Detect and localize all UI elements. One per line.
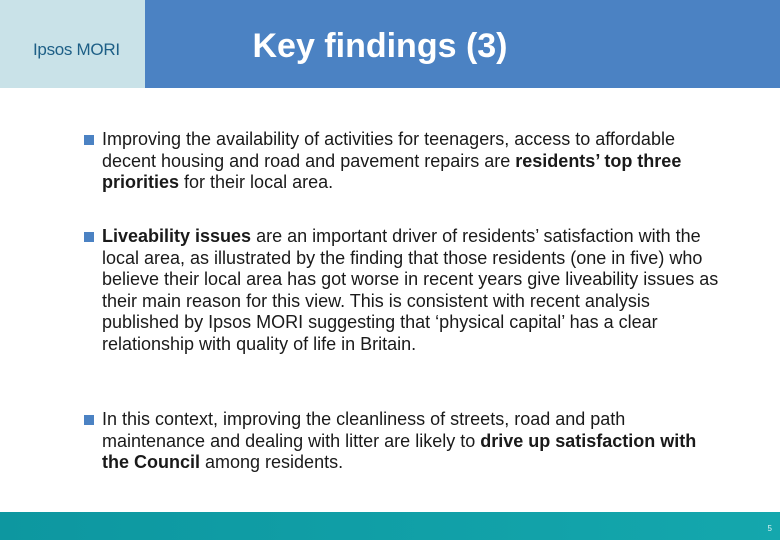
bullet-text: In this context, improving the cleanliness of streets, road and path maintenance and dealing with litter are likely to drive up satisfaction with the Council among residents. [102, 409, 697, 473]
slide-title: Key findings (3) [252, 27, 508, 65]
bullet-square-icon [84, 415, 94, 425]
bullet-item-3 [84, 409, 724, 474]
bullet-square-icon [84, 135, 94, 145]
bullet-text: Improving the availability of activities for teenagers, access to affordable decent housing and road and pavement repairs are residents’ top three priorities for their local area. [102, 129, 682, 193]
bullet-emphasis: residents’ top three priorities [102, 150, 682, 193]
bullet-item-1 [84, 129, 724, 194]
bullet-item-2 [84, 226, 724, 356]
footer-bar [0, 512, 780, 540]
bullet-text: Liveability issues are an important driver of residents’ satisfaction with the local area, as illustrated by the finding that those residents (one in five) who believe their local area has got worse in recent years give liveability issues as their main reason for this view. This is consistent with recent analysis published by Ipsos MORI suggesting that ‘physical capital’ has a clear relationship with quality of life in Britain. [102, 226, 719, 354]
bullet-emphasis: Liveability issues [102, 226, 252, 246]
logo-panel [0, 0, 145, 88]
bullet-square-icon [84, 232, 94, 242]
page-number: 5 [767, 524, 772, 533]
ipsos-mori-logo: Ipsos MORI [33, 40, 120, 59]
bullet-emphasis: drive up satisfaction with the Council [102, 430, 697, 473]
